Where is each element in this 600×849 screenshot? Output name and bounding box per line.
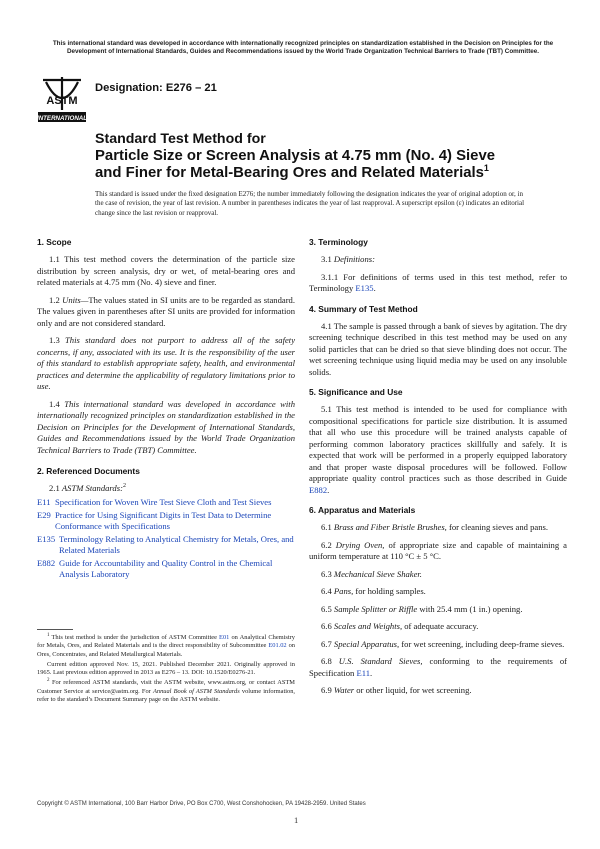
title-line-2: Particle Size or Screen Analysis at 4.75 mm (No. 4) Sieve (95, 148, 496, 164)
reference-item[interactable] (37, 558, 295, 580)
left-column (37, 237, 295, 582)
copyright-line: Copyright © ASTM International, 100 Barr Harbor Drive, PO Box C700, West Conshohocken, PA 19428-2959. United States (37, 801, 366, 807)
link-e882[interactable]: E882 (309, 484, 328, 495)
footnote-2: $^2$ For referenced ASTM standards, visit the ASTM website, www.astm.org, or contact ASTM Customer Service at service@astm.org. For Annual Book of ASTM Standards volume information, refer to the standard’s Document Summary page on the ASTM website. (37, 678, 295, 704)
section-6-heading: 6. Apparatus and Materials (309, 505, 416, 515)
section-5-heading: 5. Significance and Use (309, 387, 403, 397)
reference-code[interactable]: E11 (37, 496, 51, 507)
link-e11[interactable]: E11 (356, 667, 371, 678)
para-6-6: 6.6 Scales and Weights, of adequate accuracy. (321, 621, 479, 631)
logo-subtext: INTERNATIONAL (38, 115, 86, 122)
reference-code[interactable]: E29 (37, 509, 51, 520)
reference-title[interactable]: Guide for Accountability and Quality Control in the Chemical Analysis Laboratory (59, 557, 273, 579)
reference-title[interactable]: Terminology Relating to Analytical Chemistry for Metals, Ores, and Related Materials (59, 533, 294, 555)
footnotes (37, 634, 295, 706)
para-6-5: 6.5 Sample Splitter or Riffle with 25.4 mm (1 in.) opening. (321, 603, 523, 614)
para-5-1: 5.1 This test method is intended to be used for compliance with compositional specifications for particle size distribution. It is assumed that all who use this procedure will be trained analysts capable of performing common laboratory practices skillfully and safely. It is expected that work will be performed in a properly equipped laboratory and that proper waste disposal procedures will be followed. Follow appropriate quality control practices such as those described in Guide E882. (309, 404, 567, 495)
footnote-divider (37, 629, 73, 630)
footnote-edition: Current edition approved Nov. 15, 2021. Published December 2021. Originally approved in 1965. Last previous edition approved in 2013 as E276 – 13. DOI: 10.1520/E0276-21. (37, 660, 295, 677)
para-4-1: 4.1 The sample is passed through a bank of sieves by agitation. The dry screening technique described in this test method may be used on any solid particles that can be dried so that sieve blinding does not occur. The wet screening technique using liquid media may be used on any insoluble solids. (309, 320, 567, 377)
reference-item[interactable] (37, 534, 295, 556)
para-6-7: 6.7 Special Apparatus, for wet screening, including deep-frame sieves. (321, 638, 565, 649)
page-number: 1 (294, 815, 299, 825)
link-e135[interactable]: E135 (355, 283, 374, 293)
reference-item[interactable] (37, 510, 295, 532)
title-line-1: Standard Test Method for (95, 131, 266, 147)
reference-code[interactable]: E135 (37, 533, 56, 544)
para-1-1: 1.1 This test method covers the determination of the particle size distribution by screen analysis, dry or wet, of metal-bearing ores and related materials at 4.75 mm (No. 4) sieve and finer. (37, 254, 295, 287)
document-title (95, 131, 555, 182)
title-footnote-mark: 1 (483, 163, 489, 174)
para-1-4: 1.4 This international standard was developed in accordance with internationally recognized principles on standardization established in the Decision on Principles for the Development of International Standards, Guides and Recommendations issued by the World Trade Organization Technical Barriers to Trade (TBT) Committee. (37, 398, 295, 455)
reference-item[interactable] (37, 497, 295, 508)
title-line-3: and Finer for Metal-Bearing Ores and Related Materials$^1$ (95, 163, 489, 181)
intro-note: This standard is issued under the fixed designation E276; the number immediately following the designation indicates the year of original adoption or, in the case of revision, the year of last revision. A number in parentheses indicates the year of last reapproval. A superscript epsilon (ε) indicates an editorial change since the last revision or reapproval. (95, 190, 525, 217)
para-1-3: 1.3 This standard does not purport to address all of the safety concerns, if any, associated with its use. It is the responsibility of the user of this standard to establish appropriate safety, health, and environmental practices and determine the applicability of regulatory limitations prior to use. (37, 335, 296, 391)
footnote-link-e01[interactable]: E01 (219, 634, 230, 641)
para-3-1: 3.1 Definitions: (321, 254, 375, 264)
section-3-heading: 3. Terminology (309, 237, 368, 247)
astm-international-logo (38, 74, 86, 124)
para-6-4: 6.4 Pans, for holding samples. (321, 586, 426, 596)
footnote-1: $^1$ This test method is under the jurisdiction of ASTM Committee E01 on Analytical Chemistry for Metals, Ores, and Related Materials and is the direct responsibility of Subcommittee E01.02 on Ores, Concentrates, and Related Metallurgical Materials. (37, 632, 296, 658)
section-2-heading: 2. Referenced Documents (37, 466, 140, 476)
logo-text: ASTM (46, 95, 78, 107)
tbt-notice: This international standard was developed in accordance with internationally recognized principles on standardization established in the Decision on Principles for the Development of International Standards, Guides and Recommendations issued by the World Trade Organization Technical Barriers to Trade (TBT) Committee. (52, 40, 554, 56)
reference-code[interactable]: E882 (37, 557, 56, 568)
para-6-3: 6.3 Mechanical Sieve Shaker. (321, 568, 422, 579)
para-1-2: 1.2 Units—The values stated in SI units are to be regarded as standard. The values given in parentheses after SI units are provided for information only and are not considered standard. (37, 294, 295, 328)
para-6-2: 6.2 Drying Oven, of appropriate size and capable of maintaining a uniform temperature at 110 °C ± 5 °C. (309, 539, 567, 561)
right-column (309, 237, 567, 703)
reference-title[interactable]: Practice for Using Significant Digits in Test Data to Determine Conformance with Specifications (55, 509, 272, 531)
footnote-link-e0102[interactable]: E01.02 (268, 642, 287, 650)
para-3-1-1: 3.1.1 For definitions of terms used in this test method, refer to Terminology E135. (309, 271, 567, 293)
para-6-1: 6.1 Brass and Fiber Bristle Brushes, for cleaning sieves and pans. (321, 522, 549, 532)
section-4-heading: 4. Summary of Test Method (309, 303, 418, 314)
para-6-9: 6.9 Water or other liquid, for wet screening. (321, 685, 472, 695)
designation: Designation: E276 – 21 (95, 82, 217, 94)
reference-title[interactable]: Specification for Woven Wire Test Sieve Cloth and Test Sieves (55, 496, 272, 507)
para-2-1: 2.1 ASTM Standards:$^2$ (49, 483, 126, 493)
section-1-heading: 1. Scope (37, 237, 72, 247)
para-6-8: 6.8 U.S. Standard Sieves, conforming to the requirements of Specification E11. (309, 656, 567, 678)
